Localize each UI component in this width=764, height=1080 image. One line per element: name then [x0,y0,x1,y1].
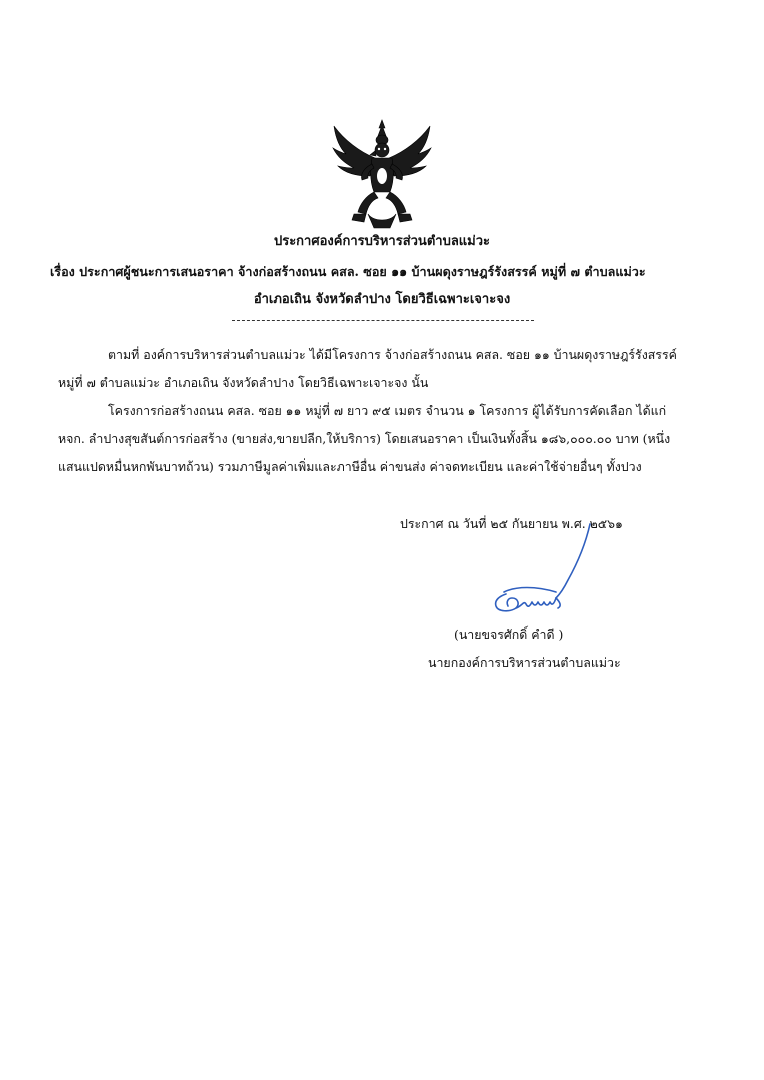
announcement-subject-line2: อำเภอเถิน จังหวัดลำปาง โดยวิธีเฉพาะเจาะจง [253,292,511,307]
announcement-date: ประกาศ ณ วันที่ ๒๕ กันยายน พ.ศ. ๒๕๖๑ [400,516,623,531]
paragraph-2-line-1: โครงการก่อสร้างถนน คสล. ซอย ๑๑ หมู่ที่ ๗ ยาว ๙๕ เมตร จำนวน ๑ โครงการ ผู้ได้รับการคัดเลือก ได้แก่ [108,403,667,418]
announcement-subject: เรื่อง ประกาศผู้ชนะการเสนอราคา จ้างก่อสร้างถนน คสล. ซอย ๑๑ บ้านผดุงราษฎร์รังสรรค์ หมู่ที่ ๗ ตำบลแม่วะ [50,264,646,279]
paragraph-1-line-2: หมู่ที่ ๗ ตำบลแม่วะ อำเภอเถิน จังหวัดลำปาง โดยวิธีเฉพาะเจาะจง นั้น [58,375,429,390]
handwritten-signature-icon [486,522,596,622]
announcement-title: ประกาศองค์การบริหารส่วนตำบลแม่วะ [273,234,491,249]
signatory-position: นายกองค์การบริหารส่วนตำบลแม่วะ [428,655,621,670]
paragraph-2-line-2: หจก. ลำปางสุขสันต์การก่อสร้าง (ขายส่ง,ขายปลีก,ให้บริการ) โดยเสนอราคา เป็นเงินทั้งสิ้น ๑๘๖,๐๐๐.๐๐ บาท (หนึ่ง [58,431,671,446]
paragraph-1-line-1: ตามที่ องค์การบริหารส่วนตำบลแม่วะ ได้มีโครงการ จ้างก่อสร้างถนน คสล. ซอย ๑๑ บ้านผดุงราษฎร์รังสรรค์ [108,347,677,362]
garuda-emblem-icon [330,118,434,230]
divider-line [232,320,534,321]
signatory-name: (นายขจรศักดิ์ คำดี ) [454,627,564,642]
paragraph-2-line-3: แสนแปดหมื่นหกพันบาทถ้วน) รวมภาษีมูลค่าเพิ่มและภาษีอื่น ค่าขนส่ง ค่าจดทะเบียน และค่าใช้จ่ายอื่นๆ ทั้งปวง [58,459,642,474]
